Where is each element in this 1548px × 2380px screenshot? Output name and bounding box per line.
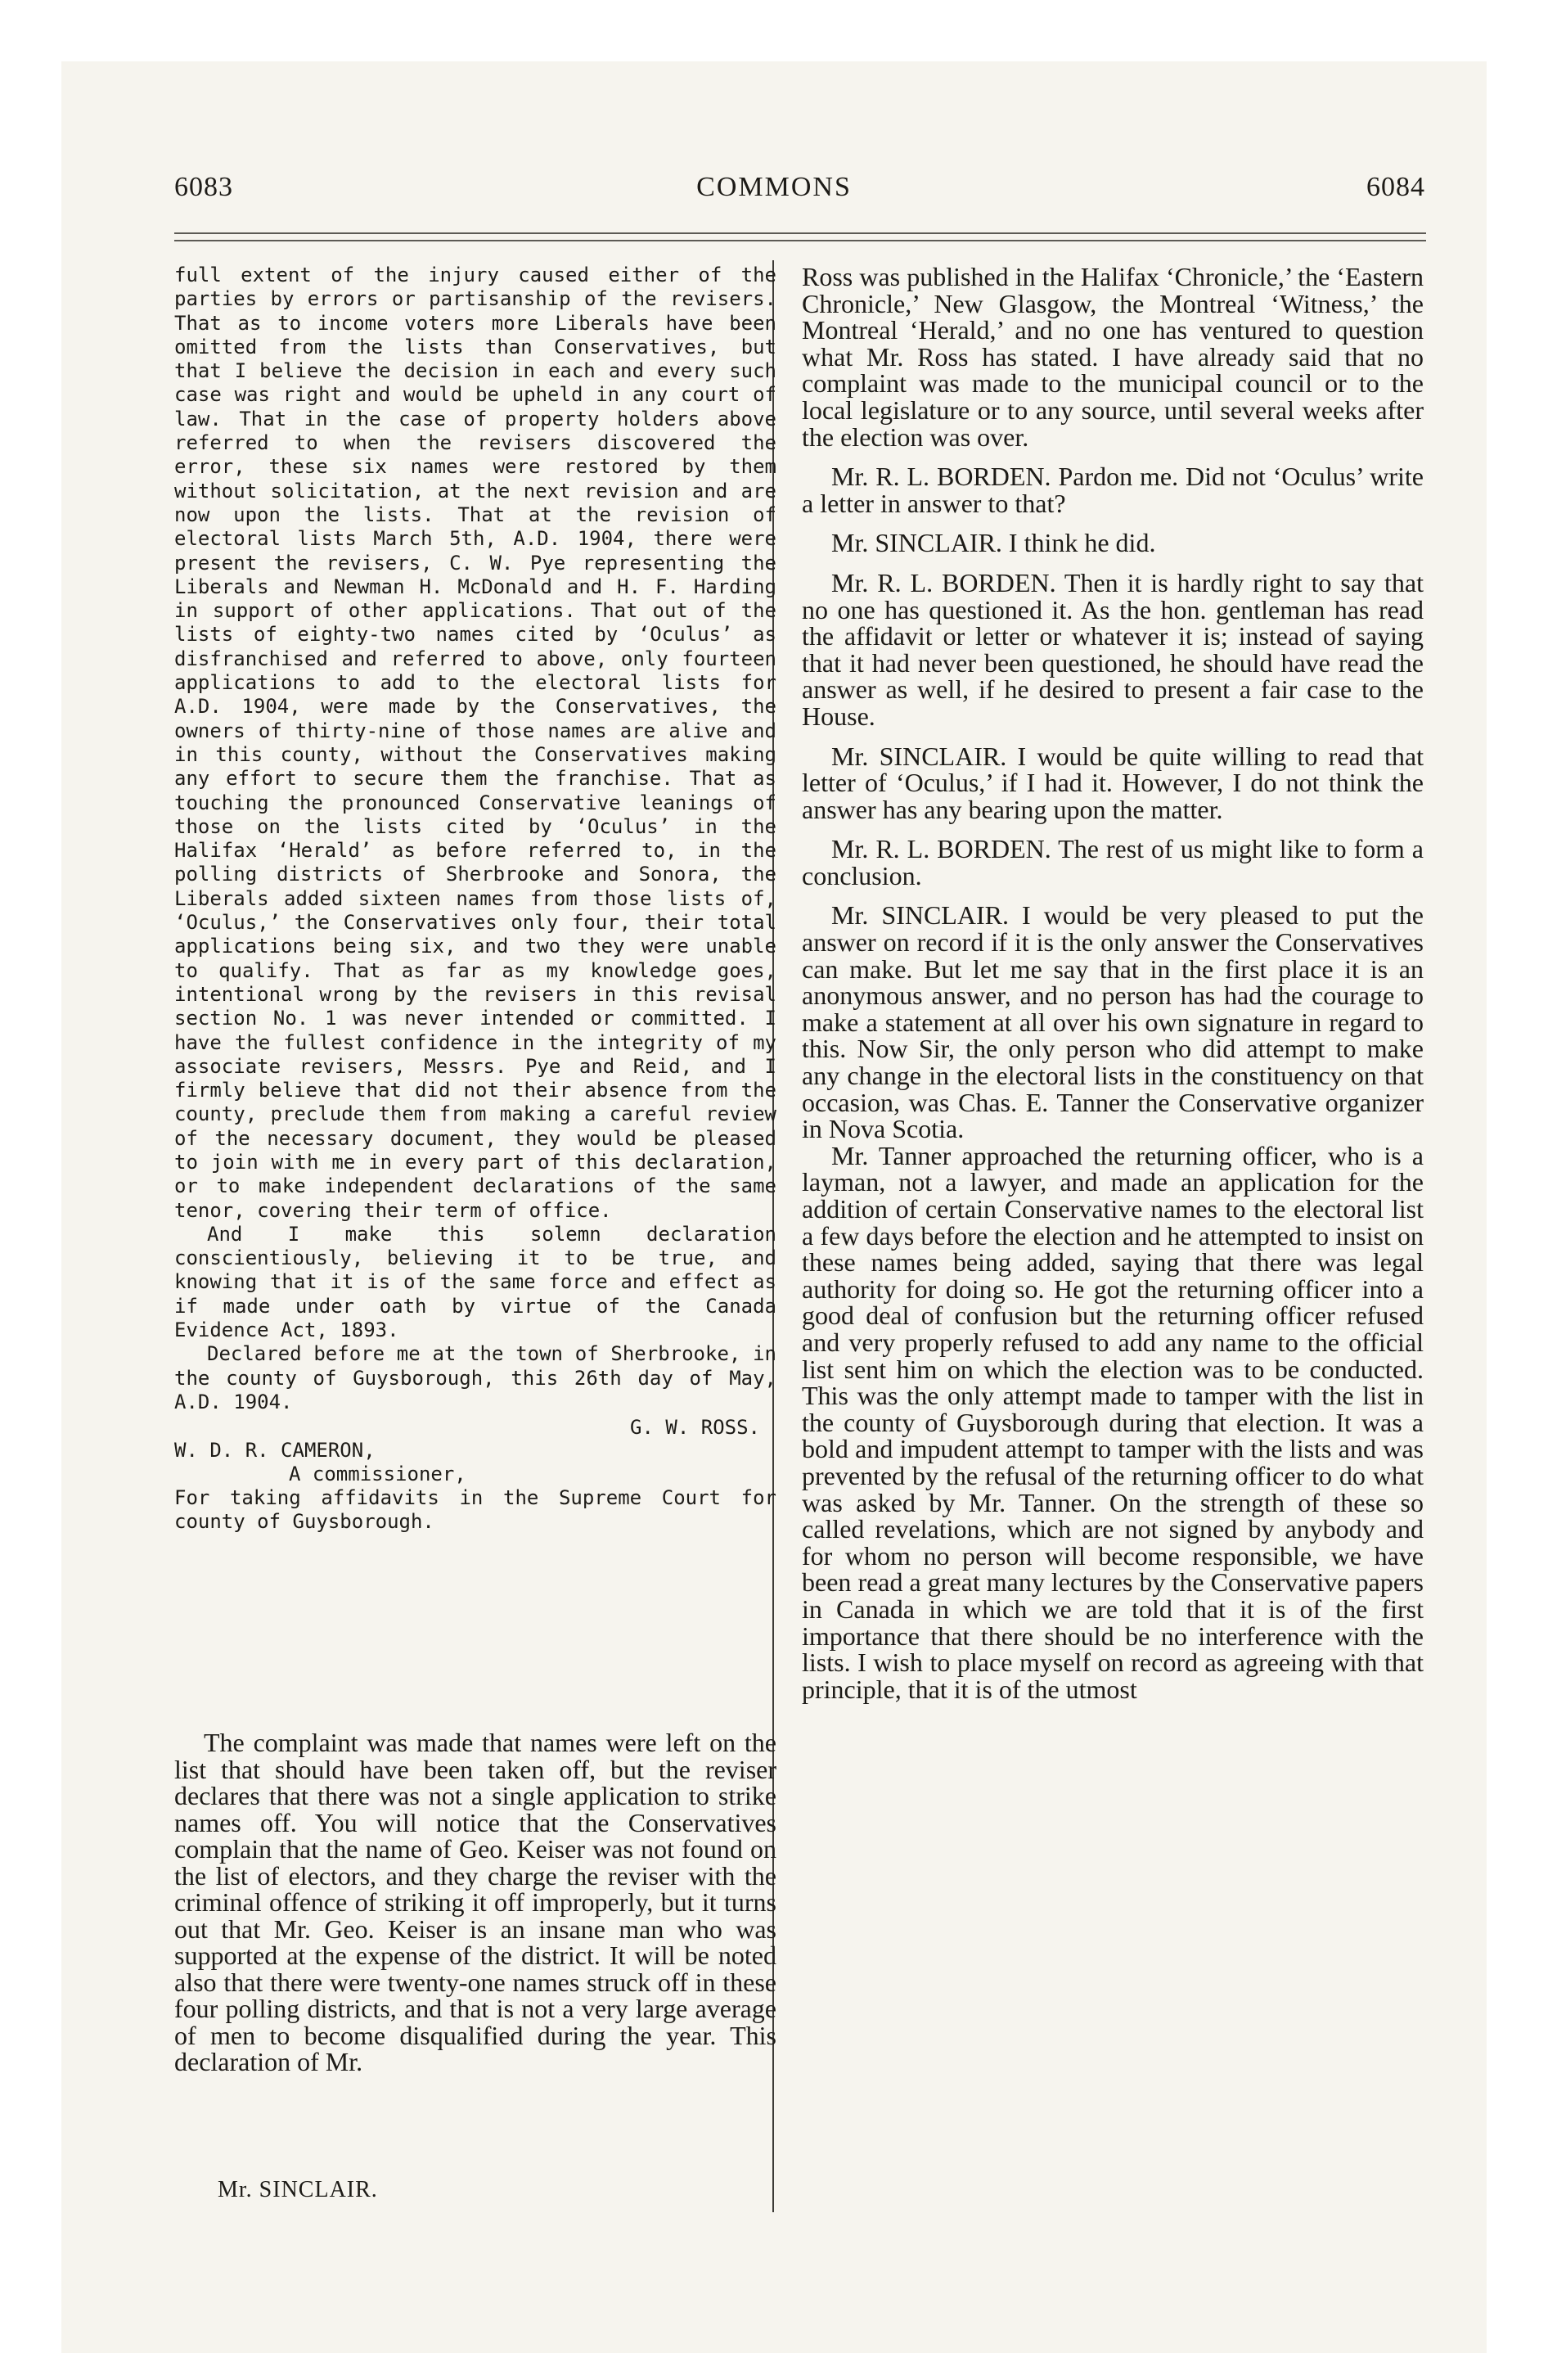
speech-paragraph: Mr. SINCLAIR. I would be quite willing to read that letter of ‘Oculus,’ if I had it. However, I do not think the answer has any bearing upon the matter. bbox=[802, 741, 1424, 824]
right-page-number: 6084 bbox=[1366, 172, 1425, 202]
speech-text-right bbox=[802, 264, 1424, 1715]
declaration-text bbox=[174, 264, 776, 1535]
catchword: Mr. SINCLAIR. bbox=[218, 2177, 378, 2202]
speech-paragraph: Mr. R. L. BORDEN. The rest of us might like to form a conclusion. bbox=[802, 834, 1424, 890]
speech-paragraph: The complaint was made that names were left on the list that should have been taken off, but the reviser declares that there was not a single application to strike names off. You will notice that the Conservatives complain that the name of Geo. Keiser was not found on the list of electors, and they charge the reviser with the criminal offence of striking it off improperly, but it turns out that Mr. Geo. Keiser is an insane man who was supported at the expense of the district. It will be noted also that there were twenty-one names struck off in these four polling districts, and that is not a very large average of men to become disqualified during the year. This declaration of Mr. bbox=[174, 1728, 776, 2076]
speech-paragraph: Mr. Tanner approached the returning officer, who is a layman, not a lawyer, and made an application for the addition of certain Conservative names to the electoral list a few days before the election and he attempted to insist on these names being added, saying that there was legal authority for doing so. He got the returning officer into a good deal of confusion but the returning officer refused and very properly refused to add any name to the official list sent him on which the election was to be conducted. This was the only attempt made to tamper with the list in the county of Guysborough during that election. It was a bold and impudent attempt to tamper with the lists and was prevented by the refusal of the returning officer to do what was asked by Mr. Tanner. On the strength of these so called revelations, which are not signed by anybody and for whom no person will become responsible, we have been read a great many lectures by the Conservative papers in Canada in which we are told that it is of the first importance that there should be no interference with the lists. I wish to place myself on record as agreeing with that principle, that it is of the utmost bbox=[802, 1140, 1424, 1704]
page-title: COMMONS bbox=[696, 172, 852, 202]
commissioner-authority: For taking affidavits in the Supreme Court for county of Guysborough. bbox=[174, 1486, 776, 1534]
speech-paragraph: Mr. SINCLAIR. I think he did. bbox=[831, 528, 1156, 558]
header-rule bbox=[174, 232, 1426, 241]
speech-text-left bbox=[174, 1729, 776, 2076]
declaration-paragraph: And I make this solemn declaration conscientiously, believing it to be true, and knowing that it is of the same force and effect as if made under oath by virtue of the Canada Evidence Act, 1893. bbox=[174, 1222, 776, 1342]
speech-paragraph: Mr. SINCLAIR. I would be very pleased to put the answer on record if it is the only answer the Conservatives can make. But let me say that in the first place it is an anonymous answer, and no person has had the courage to make a statement at all over his own signature in regard to this. Now Sir, the only person who did attempt to make any change in the electoral lists in the constituency on that occasion, was Chas. E. Tanner the Conservative organizer in Nova Scotia. bbox=[802, 900, 1424, 1144]
speech-paragraph: Mr. R. L. BORDEN. Pardon me. Did not ‘Oculus’ write a letter in answer to that? bbox=[802, 462, 1424, 518]
commissioner-name: W. D. R. CAMERON, bbox=[174, 1438, 376, 1462]
speech-paragraph: Mr. R. L. BORDEN. Then it is hardly right to say that no one has questioned it. As the hon. gentleman has read the affidavit or letter or whatever it is; instead of saying that it had never been questioned, he should have read the answer as well, if he desired to present a fair case to the House. bbox=[802, 567, 1424, 731]
page-header bbox=[0, 172, 1548, 205]
commissioner-title: A commissioner, bbox=[289, 1462, 466, 1485]
declaration-paragraph: Declared before me at the town of Sherbrooke, in the county of Guysborough, this 26th day of May, A.D. 1904. bbox=[174, 1342, 776, 1413]
declaration-paragraph: full extent of the injury caused either of the parties by errors or partisanship of the revisers. That as to income voters more Liberals have been omitted from the lists than Conservatives, but that I believe the decision in each and every such case was right and would be upheld in any court of law. That in the case of property holders above referred to when the revisers discovered the error, these six names were restored by them without solicitation, at the next revision and are now upon the lists. That at the revision of electoral lists March 5th, A.D. 1904, there were present the revisers, C. W. Pye representing the Liberals and Newman H. McDonald and H. F. Harding in support of other applications. That out of the lists of eighty-two names cited by ‘Oculus’ as disfranchised and referred to above, only fourteen applications to add to the electoral lists for A.D. 1904, were made by the Conservatives, the owners of thirty-nine of those names are alive and in this county, without the Conservatives making any effort to secure them the franchise. That as touching the pronounced Conservative leanings of those on the lists cited by ‘Oculus’ in the Halifax ‘Herald’ as before referred to, in the polling districts of Sherbrooke and Sonora, the Liberals added sixteen names from those lists of, ‘Oculus,’ the Conservatives only four, their total applications being six, and two they were unable to qualify. That as far as my knowledge goes, intentional wrong by the revisers in this revisal section No. 1 was never intended or committed. I have the fullest confidence in the integrity of my associate revisers, Messrs. Pye and Reid, and I firmly believe that did not their absence from the county, preclude them from making a careful review of the necessary document, they would be pleased to join with me in every part of this declaration, or to make independent declarations of the same tenor, covering their term of office. bbox=[174, 264, 776, 1222]
declarant-signature: G. W. ROSS. bbox=[630, 1416, 760, 1440]
speech-paragraph: Ross was published in the Halifax ‘Chronicle,’ the ‘Eastern Chronicle,’ New Glasgow, the Montreal ‘Witness,’ the Montreal ‘Herald,’ and no one has ventured to question what Mr. Ross has stated. I have already said that no complaint was made to the municipal council or to the local legislature or to any source, until several weeks after the election was over. bbox=[802, 262, 1424, 452]
left-page-number: 6083 bbox=[174, 172, 233, 202]
